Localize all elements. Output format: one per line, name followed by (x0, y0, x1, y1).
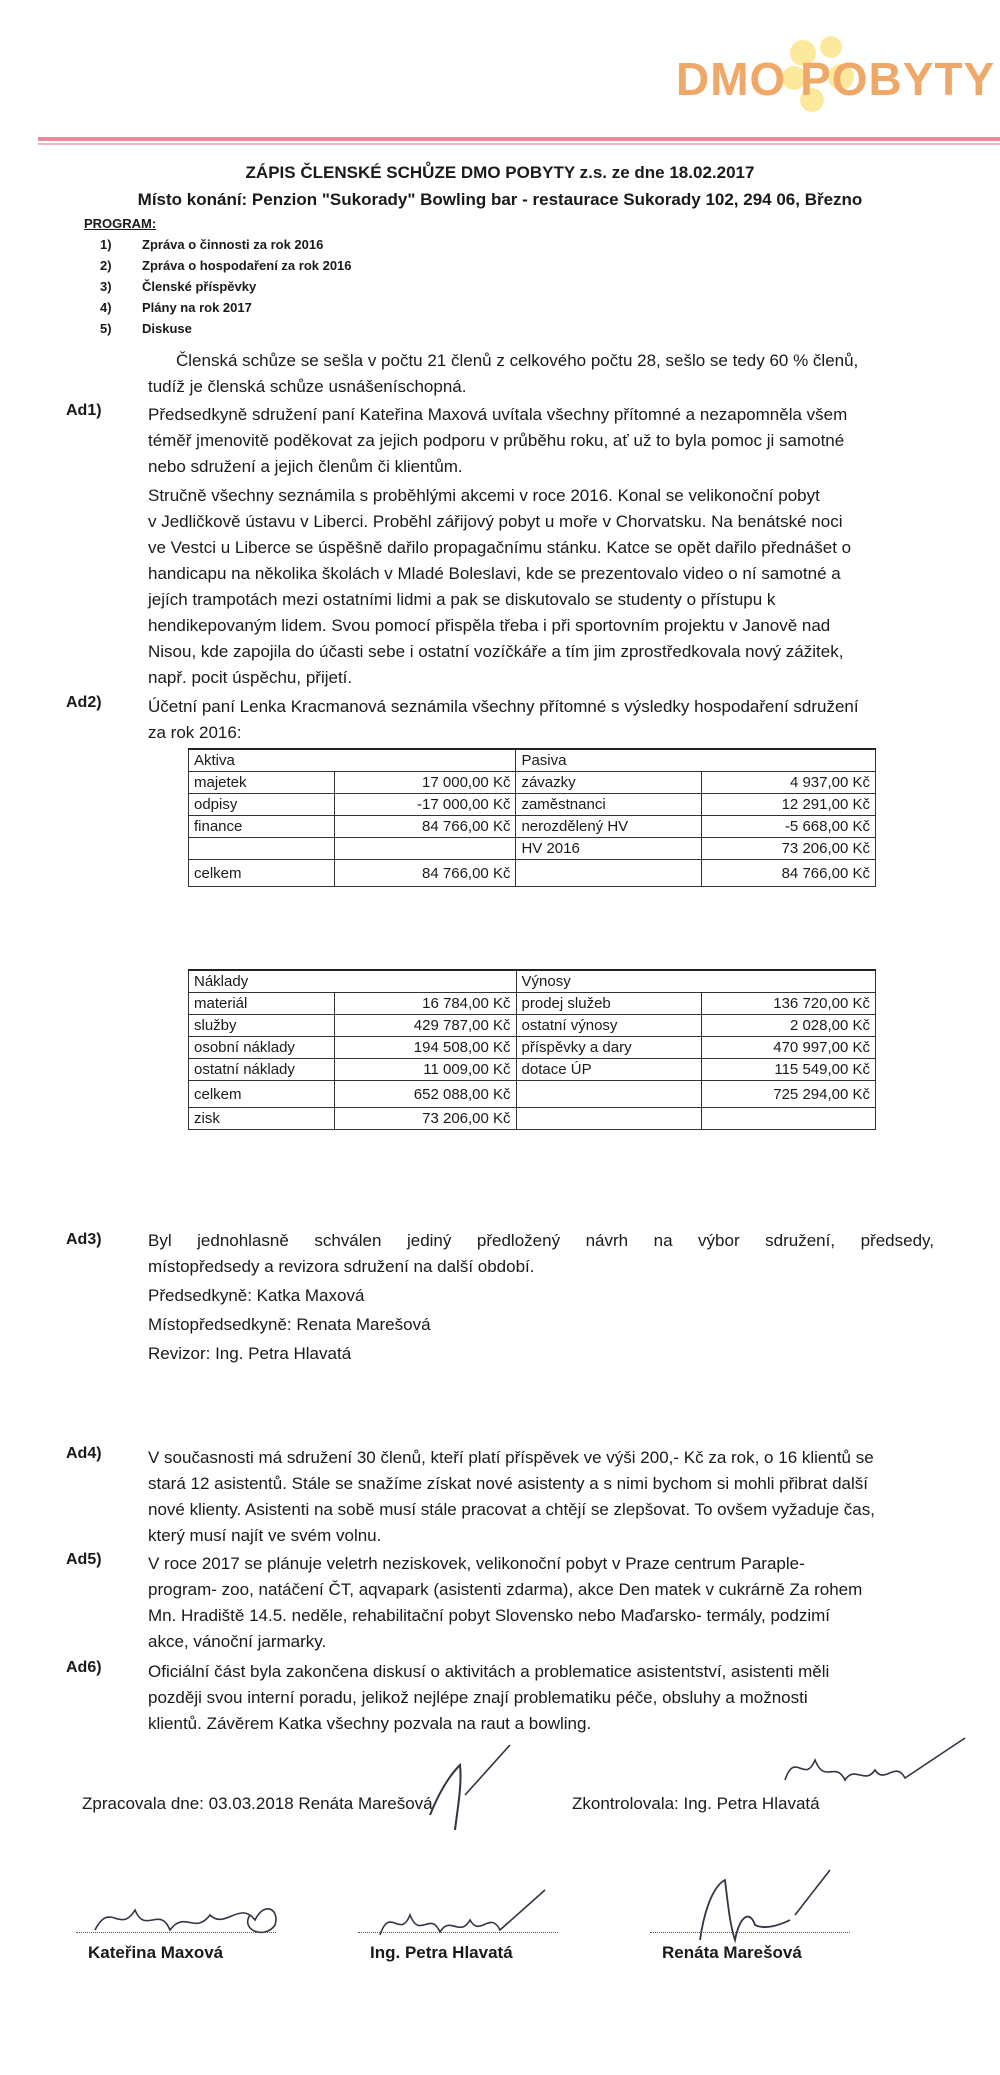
ad2-text-line: za rok 2016: (148, 723, 242, 742)
table-cell: 17 000,00 Kč (334, 772, 516, 794)
table-cell: prodej služeb (516, 993, 702, 1015)
ad6-text-line: Oficiální část byla zakončena diskusí o aktivitách a problematice asistentství, asistenti měli (148, 1662, 830, 1681)
ad1-text-line: hendikepovaným lidem. Svou pomocí přispěla třeba i při sportovním projektu v Janově nad (148, 616, 831, 635)
table-cell: 725 294,00 Kč (702, 1081, 876, 1108)
ad1-text-line: téměř jmenovitě poděkovat za jejich podporu v průběhu roku, ať už to byla pomoc ji samotné (148, 431, 845, 450)
table-cell: 16 784,00 Kč (334, 993, 516, 1015)
ad3-text-line: místopředsedy a revizora sdružení na další období. (148, 1257, 535, 1276)
table-cell: 194 508,00 Kč (334, 1037, 516, 1059)
program-heading: PROGRAM: (84, 216, 157, 231)
signature-marks-top-right (780, 1730, 970, 1810)
ad6-text-line: klientů. Závěrem Katka všechny pozvala na raut a bowling. (148, 1714, 592, 1733)
table-cell: 136 720,00 Kč (702, 993, 876, 1015)
ad5-text-line: V roce 2017 se plánuje veletrh neziskovek, velikonoční pobyt v Praze centrum Paraple- (148, 1554, 805, 1573)
logo: DMO POBYTY (676, 53, 996, 105)
prepared-by: Zpracovala dne: 03.03.2018 Renáta Marešová (82, 1794, 433, 1813)
ad3-text-line: Byl jednohlasně schválen jediný předložený návrh na výbor sdružení, předsedy, (148, 1231, 934, 1250)
table-cell: zaměstnanci (516, 794, 702, 816)
table-cell: odpisy (189, 794, 335, 816)
ad2-label: Ad2) (66, 694, 102, 711)
table-cell: 12 291,00 Kč (702, 794, 876, 816)
income-table (188, 969, 876, 1130)
program-item-number: 2) (100, 258, 112, 273)
table-row (189, 1015, 876, 1037)
table-cell: 652 088,00 Kč (334, 1081, 516, 1108)
signature-name-maresova: Renáta Marešová (662, 1943, 802, 1962)
program-item: Diskuse (142, 321, 192, 336)
ad4-label: Ad4) (66, 1445, 102, 1462)
ad1-text-line: Předsedkyně sdružení paní Kateřina Maxová uvítala všechny přítomné a nezapomněla všem (148, 405, 848, 424)
role-auditor: Revizor: Ing. Petra Hlavatá (148, 1344, 352, 1363)
signature-marks-top-left (400, 1735, 510, 1845)
table-cell (334, 838, 516, 860)
ad1-text-line: Stručně všechny seznámila s proběhlými akcemi v roce 2016. Konal se velikonoční pobyt (148, 486, 820, 505)
table-row (189, 749, 876, 772)
table-cell: osobní náklady (189, 1037, 335, 1059)
table-cell: celkem (189, 1081, 335, 1108)
ad1-text-line: v Jedličkově ústavu v Liberci. Proběhl zářijový pobyt u moře v Chorvatsku. Na benátské noci (148, 512, 843, 531)
table-cell: 4 937,00 Kč (702, 772, 876, 794)
document-title: ZÁPIS ČLENSKÉ SCHŮZE DMO POBYTY z.s. ze dne 18.02.2017 (245, 163, 755, 182)
balance-header-assets: Aktiva (189, 749, 516, 772)
table-cell: nerozdělený HV (516, 816, 702, 838)
signature-line (650, 1932, 850, 1933)
program-item-number: 4) (100, 300, 112, 315)
ad1-text-line: jejích trampotách mezi ostatními lidmi a pak se diskutovalo se studenty o přístupu k (148, 590, 776, 609)
table-cell: služby (189, 1015, 335, 1037)
signature-marks-maresova (680, 1865, 840, 1955)
table-row (189, 1059, 876, 1081)
ad6-label: Ad6) (66, 1659, 102, 1676)
balance-table (188, 748, 876, 887)
table-cell: 73 206,00 Kč (702, 838, 876, 860)
table-cell (516, 1108, 702, 1130)
ad4-text-line: který musí najít ve svém volnu. (148, 1526, 382, 1545)
table-cell: příspěvky a dary (516, 1037, 702, 1059)
signature-line (358, 1932, 558, 1933)
table-row (189, 860, 876, 887)
signature-name-maxova: Kateřina Maxová (88, 1943, 224, 1962)
table-row (189, 772, 876, 794)
table-cell: 84 766,00 Kč (334, 816, 516, 838)
income-header-costs: Náklady (189, 970, 517, 993)
intro-line: tudíž je členská schůze usnášeníschopná. (148, 377, 467, 396)
table-cell: ostatní náklady (189, 1059, 335, 1081)
table-cell: 84 766,00 Kč (702, 860, 876, 887)
table-cell: -5 668,00 Kč (702, 816, 876, 838)
ad1-text-line: ve Vestci u Liberce se úspěšně dařilo propagačnímu stánku. Katce se opět dařilo přednášet o (148, 538, 852, 557)
table-cell (516, 860, 702, 887)
table-cell: 11 009,00 Kč (334, 1059, 516, 1081)
role-vice-chair: Místopředsedkyně: Renata Marešová (148, 1315, 431, 1334)
ad5-text-line: program- zoo, natáčení ČT, aqvapark (asistenti zdarma), akce Den matek v cukrárně Za rohem (148, 1580, 863, 1599)
ad4-text-line: V současnosti má sdružení 30 členů, kteří platí příspěvek ve výši 200,- Kč za rok, o 16 klientů se (148, 1448, 874, 1467)
table-row (189, 993, 876, 1015)
ad3-label: Ad3) (66, 1231, 102, 1248)
table-row (189, 794, 876, 816)
table-cell: 2 028,00 Kč (702, 1015, 876, 1037)
table-cell: závazky (516, 772, 702, 794)
income-header-revenues: Výnosy (516, 970, 875, 993)
header-rule-thin (38, 143, 1000, 145)
table-cell: dotace ÚP (516, 1059, 702, 1081)
table-cell: 84 766,00 Kč (334, 860, 516, 887)
ad6-text-line: později svou interní poradu, jelikož nejlépe znají problematiku péče, obsluhy a možnosti (148, 1688, 808, 1707)
table-cell: majetek (189, 772, 335, 794)
ad4-text-line: nové klienty. Asistenti na sobě musí stále pracovat a chtějí se zlepšovat. To ovšem vyžaduje čas, (148, 1500, 875, 1519)
ad1-text-line: nebo sdružení a jejich členům či klientům. (148, 457, 463, 476)
intro-line: Členská schůze se sešla v počtu 21 členů z celkového počtu 28, sešlo se tedy 60 % členů, (176, 351, 859, 370)
signature-marks-hlavata (370, 1880, 550, 1950)
program-item-number: 1) (100, 237, 112, 252)
ad4-text-line: stará 12 asistentů. Stále se snažíme získat nové asistenty a s nimi bychom si mohli přibrat další (148, 1474, 868, 1493)
checked-by: Zkontrolovala: Ing. Petra Hlavatá (572, 1794, 820, 1813)
table-row (189, 1081, 876, 1108)
ad5-text-line: Mn. Hradiště 14.5. neděle, rehabilitační pobyt Slovensko nebo Maďarsko- termály, podzimí (148, 1606, 830, 1625)
ad1-label: Ad1) (66, 402, 102, 419)
table-cell: -17 000,00 Kč (334, 794, 516, 816)
ad1-text-line: např. pocit úspěchu, přijetí. (148, 668, 353, 687)
table-cell: celkem (189, 860, 335, 887)
table-cell: zisk (189, 1108, 335, 1130)
program-item: Zpráva o činnosti za rok 2016 (142, 237, 324, 252)
ad1-text-line: handicapu na několika školách v Mladé Boleslavi, kde se prezentovalo video o ní samotné a (148, 564, 841, 583)
signature-line (76, 1932, 276, 1933)
program-item: Plány na rok 2017 (142, 300, 252, 315)
ad1-text-line: Nisou, kde zapojila do účasti sebe i ostatní vozíčkáře a tím jim zprostředkovala nový zážitek, (148, 642, 844, 661)
balance-header-liabilities: Pasiva (516, 749, 876, 772)
ad5-text-line: akce, vánoční jarmarky. (148, 1632, 327, 1651)
table-row (189, 970, 876, 993)
program-item-number: 5) (100, 321, 112, 336)
table-row (189, 1037, 876, 1059)
table-cell: materiál (189, 993, 335, 1015)
table-cell: HV 2016 (516, 838, 702, 860)
table-cell: 470 997,00 Kč (702, 1037, 876, 1059)
header-rule (38, 137, 1000, 141)
table-cell (189, 838, 335, 860)
signature-name-hlavata: Ing. Petra Hlavatá (370, 1943, 513, 1962)
program-item: Členské příspěvky (142, 279, 257, 294)
table-cell: 73 206,00 Kč (334, 1108, 516, 1130)
table-row (189, 816, 876, 838)
program-item: Zpráva o hospodaření za rok 2016 (142, 258, 352, 273)
meeting-place: Místo konání: Penzion "Sukorady" Bowling bar - restaurace Sukorady 102, 294 06, Březno (137, 190, 863, 209)
signature-marks-maxova (90, 1880, 290, 1950)
table-cell (702, 1108, 876, 1130)
program-item-number: 3) (100, 279, 112, 294)
ad2-text-line: Účetní paní Lenka Kracmanová seznámila všechny přítomné s výsledky hospodaření sdružení (148, 697, 859, 716)
table-cell: ostatní výnosy (516, 1015, 702, 1037)
table-cell (516, 1081, 702, 1108)
table-row (189, 838, 876, 860)
table-cell: 115 549,00 Kč (702, 1059, 876, 1081)
table-row (189, 1108, 876, 1130)
table-cell: finance (189, 816, 335, 838)
ad5-label: Ad5) (66, 1551, 102, 1568)
role-chair: Předsedkyně: Katka Maxová (148, 1286, 365, 1305)
table-cell: 429 787,00 Kč (334, 1015, 516, 1037)
